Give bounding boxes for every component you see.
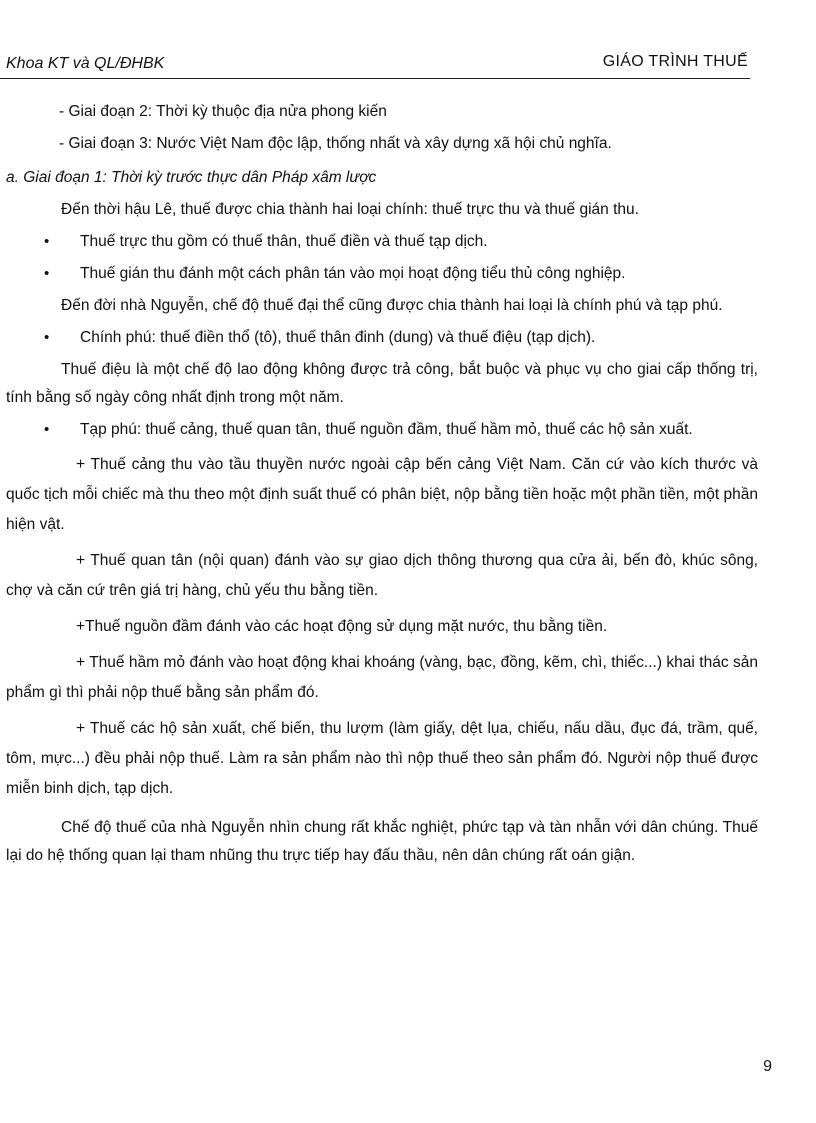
- bullet-item: [6, 260, 758, 288]
- paragraph-thue-nguon-dam: +Thuế nguồn đầm đánh vào các hoạt động sử dụng mặt nước, thu bằng tiền.: [76, 618, 608, 635]
- bullet-text: Thuế gián thu đánh một cách phân tán vào mọi hoạt động tiểu thủ công nghiệp.: [80, 265, 626, 282]
- paragraph-thue-ham-mo: + Thuế hầm mỏ đánh vào hoạt động khai khoáng (vàng, bạc, đồng, kẽm, chì, thiếc...) khai thác sản phẩm gì thì phải nộp thuế bằng sản phẩm đó.: [6, 654, 758, 701]
- paragraph-thue-dieu: Thuế điệu là một chế độ lao động không được trả công, bắt buộc và phục vụ cho giai cấp thống trị, tính bằng số ngày công nhất định trong một năm.: [6, 361, 758, 406]
- paragraph-conclusion: Chế độ thuế của nhà Nguyễn nhìn chung rất khắc nghiệt, phức tạp và tàn nhẫn với dân chúng. Thuế lại do hệ thống quan lại tham nhũng thu trực tiếp hay đấu thầu, nên dân chúng rất oán giận.: [6, 819, 758, 864]
- bullet-item: [6, 228, 758, 256]
- page-number: 9: [763, 1058, 772, 1075]
- header-book-title: GIÁO TRÌNH THUẾ: [602, 53, 748, 70]
- paragraph-thue-cang: + Thuế cảng thu vào tầu thuyền nước ngoài cập bến cảng Việt Nam. Căn cứ vào kích thước và quốc tịch mỗi chiếc mà thu theo một định suất thuế có phân biệt, nộp bằng tiền hoặc một phần tiền, một phần hiện vật.: [6, 456, 758, 533]
- paragraph-hau-le: Đến thời hậu Lê, thuế được chia thành hai loại chính: thuế trực thu và thuế gián thu.: [61, 201, 639, 218]
- header-department: Khoa KT và QL/ĐHBK: [6, 55, 165, 72]
- paragraph-nguyen: Đến đời nhà Nguyễn, chế độ thuế đại thể cũng được chia thành hai loại là chính phú và tạp phú.: [61, 297, 723, 314]
- bullet-dot: •: [44, 233, 50, 250]
- bullet-text: Chính phú: thuế điền thổ (tô), thuế thân đinh (dung) và thuế điệu (tạp dịch).: [80, 329, 596, 346]
- paragraph-thue-cac-ho: + Thuế các hộ sản xuất, chế biến, thu lượm (làm giấy, dệt lụa, chiếu, nấu dầu, đục đá, trầm, quế, tôm, mực...) đều phải nộp thuế. Làm ra sản phẩm nào thì nộp thuế theo sản phẩm đó. Người nộp thuế được miễn binh dịch, tạp dịch.: [6, 720, 758, 797]
- bullet-text: Thuế trực thu gồm có thuế thân, thuế điền và thuế tạp dịch.: [80, 233, 488, 250]
- bullet-item: [6, 416, 758, 444]
- bullet-dot: •: [44, 329, 50, 346]
- stage-2-line: - Giai đoạn 2: Thời kỳ thuộc địa nửa phong kiến: [59, 103, 387, 120]
- bullet-dot: •: [44, 265, 50, 282]
- paragraph-thue-quan-tan: + Thuế quan tân (nội quan) đánh vào sự giao dịch thông thương qua cửa ải, bến đò, khúc sông, chợ và căn cứ trên giá trị hàng, chủ yếu thu bằng tiền.: [6, 552, 758, 599]
- header-rule: [0, 78, 750, 79]
- bullet-item: [6, 324, 758, 352]
- section-heading: a. Giai đoạn 1: Thời kỳ trước thực dân Pháp xâm lược: [6, 169, 377, 186]
- bullet-text: Tạp phú: thuế cảng, thuế quan tân, thuế nguồn đầm, thuế hầm mỏ, thuế các hộ sản xuất.: [80, 421, 693, 438]
- bullet-dot: •: [44, 421, 50, 438]
- stage-3-line: - Giai đoạn 3: Nước Việt Nam độc lập, thống nhất và xây dựng xã hội chủ nghĩa.: [59, 135, 612, 152]
- page-body: [6, 98, 758, 870]
